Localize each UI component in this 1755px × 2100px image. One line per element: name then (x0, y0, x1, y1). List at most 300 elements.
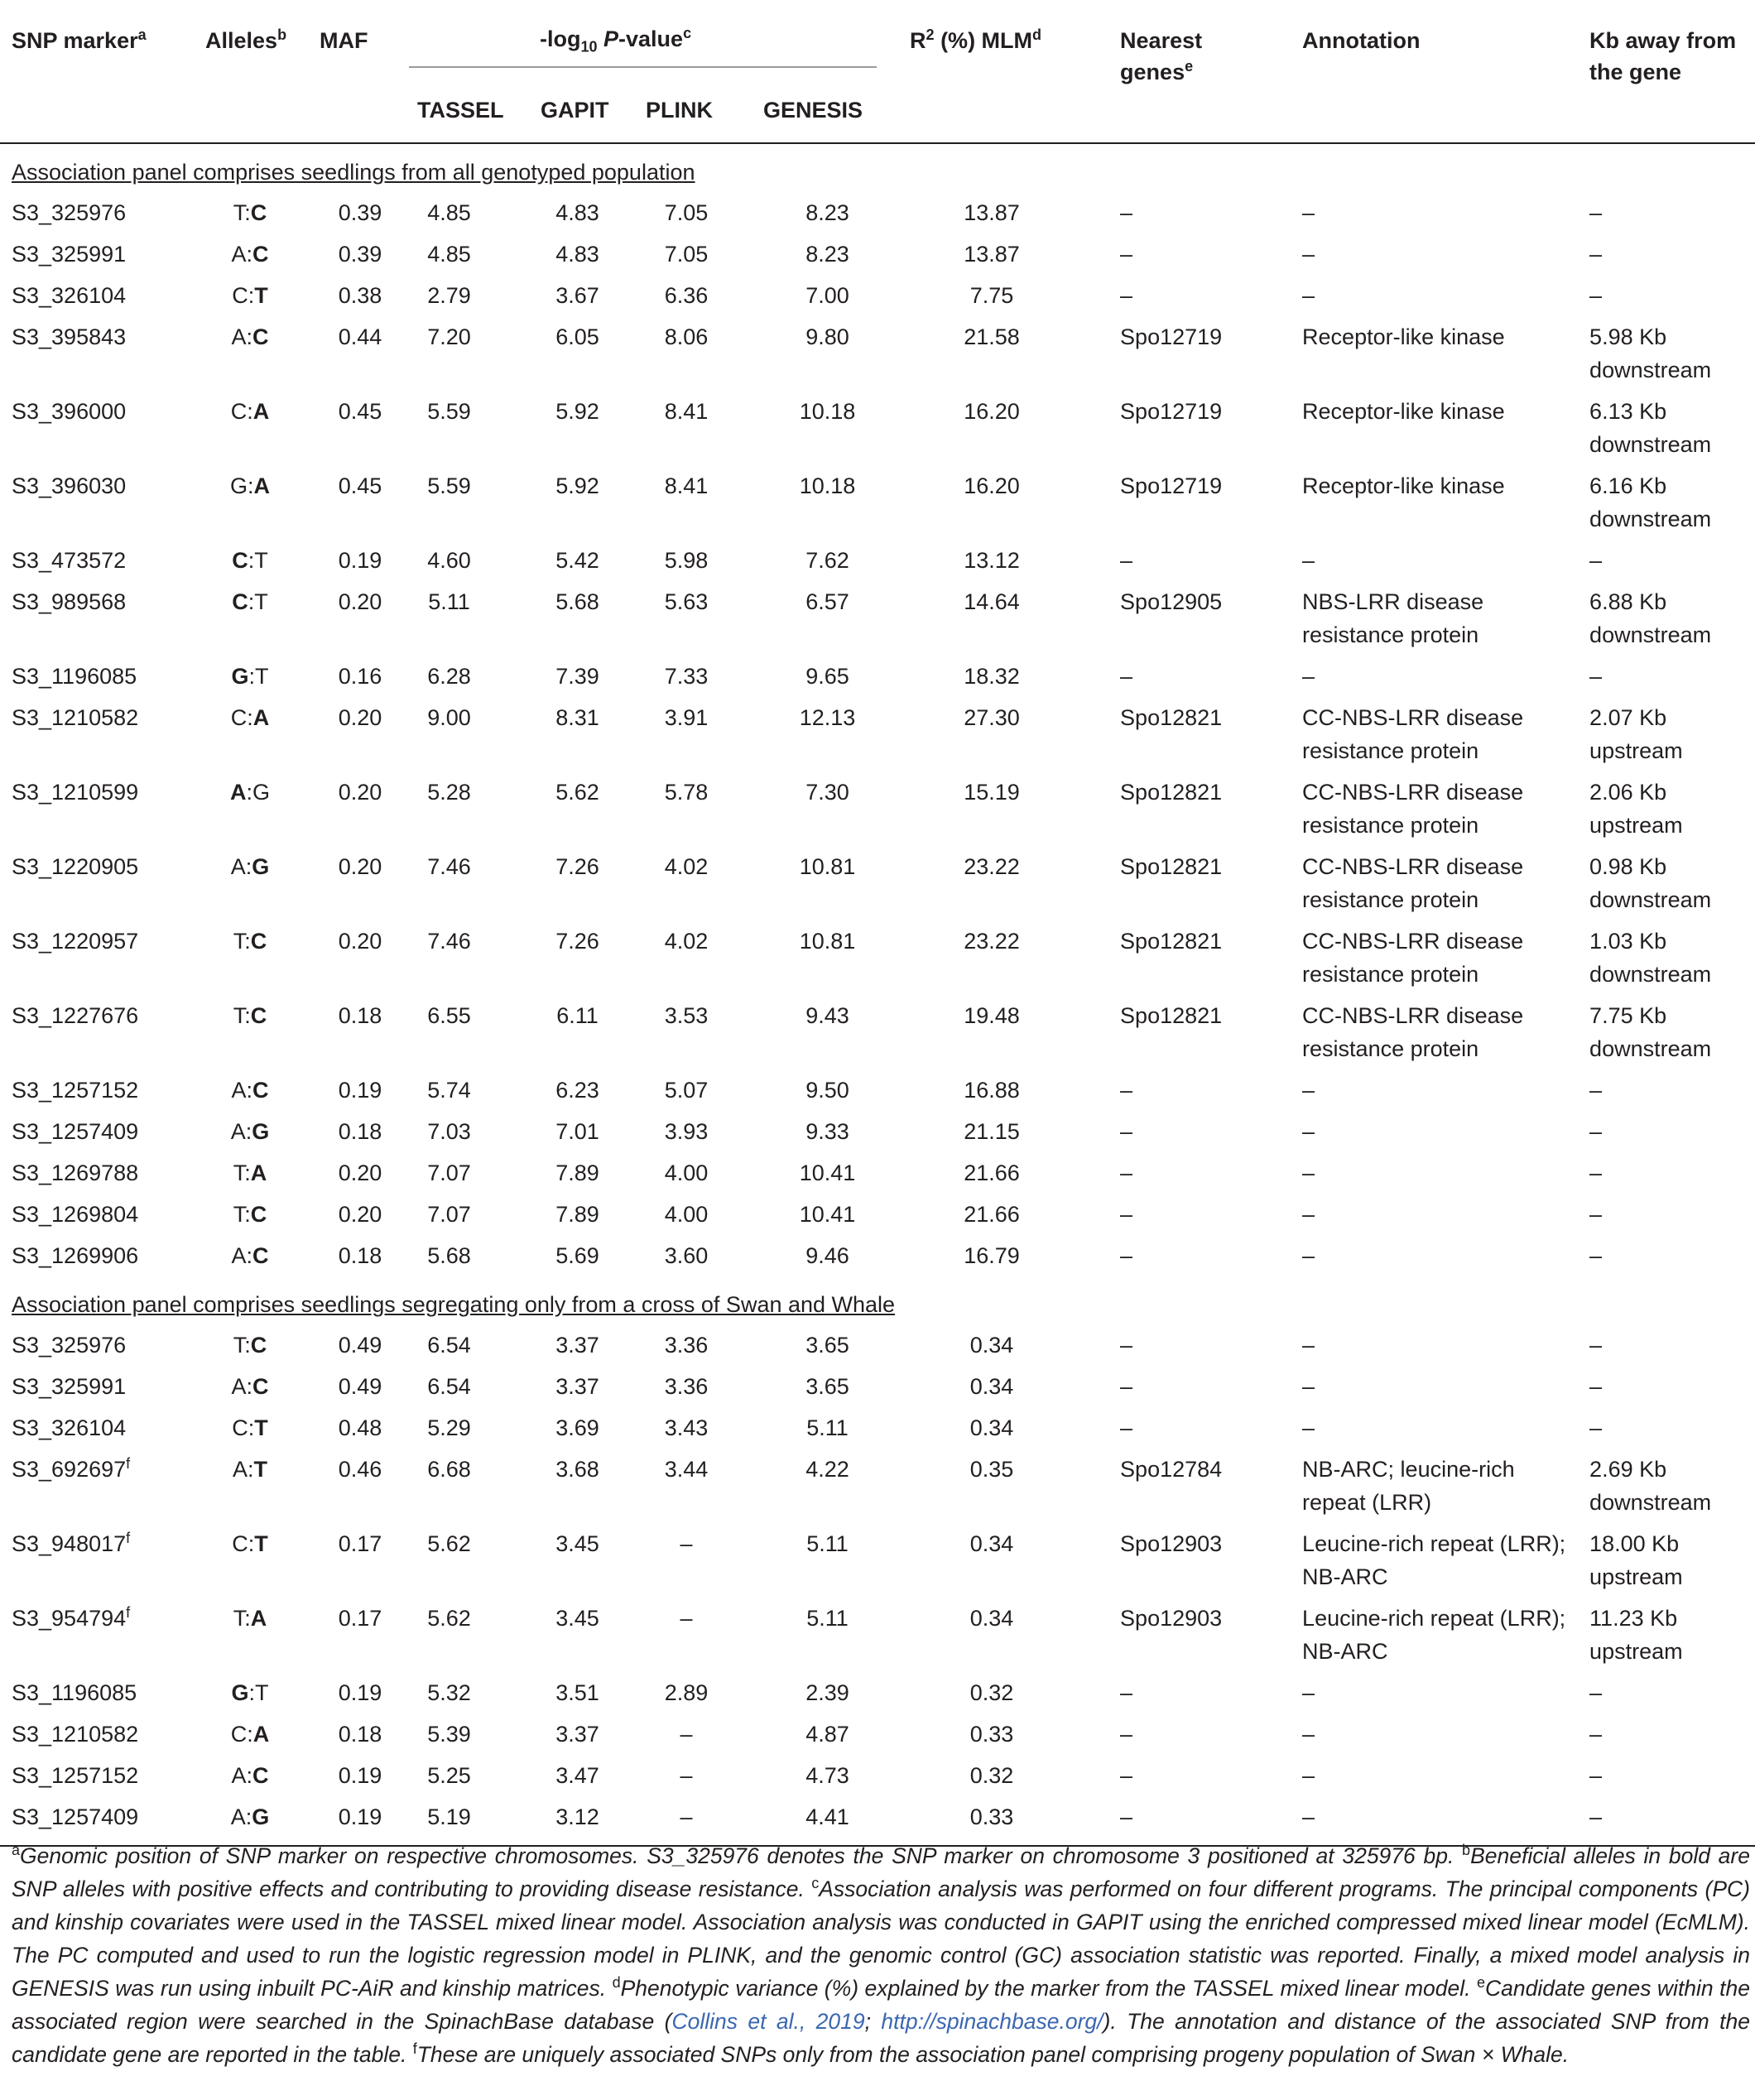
cell-maf: 0.45 (338, 399, 382, 424)
cell-plink: 3.43 (664, 1415, 709, 1440)
cell-gapit: 7.89 (555, 1161, 599, 1185)
cell-snp-marker (0, 995, 189, 1069)
cell-maf: 0.48 (338, 1415, 382, 1440)
cell-nearest-gene: Spo12784 (1120, 1457, 1223, 1482)
table-row (0, 656, 1755, 697)
header-snp-marker (0, 0, 189, 143)
cell-alleles (189, 1407, 311, 1449)
allele-2: C (250, 200, 267, 225)
allele-2: G (252, 854, 270, 879)
cell-gapit: 8.31 (555, 705, 599, 730)
allele-2: A (252, 705, 270, 730)
cell-r2: 0.34 (969, 1374, 1014, 1399)
cell-nearest-gene: – (1120, 1202, 1133, 1227)
cell-snp-marker (0, 1598, 189, 1672)
snp-marker-text: S3_325991 (12, 1374, 127, 1399)
cell-maf: 0.46 (338, 1457, 382, 1482)
cell-nearest-gene: Spo12821 (1120, 929, 1223, 954)
cell-genesis: 2.39 (805, 1680, 849, 1705)
cell-genesis: 9.50 (805, 1078, 849, 1103)
cell-plink: – (632, 1796, 750, 1846)
cell-tassel: 5.25 (427, 1763, 471, 1788)
allele-2: T (254, 548, 268, 573)
cell-tassel: 7.20 (427, 324, 471, 349)
allele-separator: : (244, 1333, 251, 1358)
cell-alleles (189, 1672, 311, 1713)
cell-annotation: – (1302, 1161, 1315, 1185)
cell-kb-away: 0.98 Kb downstream (1589, 854, 1712, 912)
cell-tassel: 6.55 (427, 1003, 471, 1028)
allele-2: T (254, 589, 268, 614)
cell-tassel: 5.32 (427, 1680, 471, 1705)
cell-snp-marker (0, 275, 189, 316)
allele-2: A (250, 1161, 267, 1185)
header-r2 (888, 0, 1087, 143)
cell-gapit: 5.69 (555, 1243, 599, 1268)
allele-1: T (233, 1606, 245, 1631)
cell-r2: 16.88 (964, 1078, 1020, 1103)
cell-maf: 0.20 (338, 1161, 382, 1185)
cell-annotation: – (1302, 1374, 1315, 1399)
cell-annotation: Receptor-like kinase (1302, 399, 1505, 424)
header-program-tassel: TASSEL (409, 78, 522, 143)
allele-2: T (254, 1415, 268, 1440)
allele-2: C (252, 1078, 269, 1103)
cell-tassel: 6.54 (427, 1374, 471, 1399)
cell-snp-marker (0, 1194, 189, 1235)
cell-alleles (189, 1796, 311, 1846)
header-alleles (189, 0, 311, 143)
header-nearest-genes-line2: genes (1120, 60, 1185, 84)
allele-2: A (250, 1606, 267, 1631)
allele-2: G (252, 1119, 270, 1144)
header-pvalue-italic: P (603, 26, 619, 51)
allele-separator: : (244, 929, 251, 954)
table-row (0, 1449, 1755, 1523)
header-snp-marker-sup: a (137, 26, 147, 43)
cell-gapit: 3.37 (555, 1374, 599, 1399)
cell-genesis: 10.18 (799, 473, 856, 498)
cell-nearest-gene: – (1120, 1374, 1133, 1399)
cell-genesis: 7.00 (805, 283, 849, 308)
header-pvalue-rule (409, 66, 877, 68)
cell-r2: 19.48 (964, 1003, 1020, 1028)
cell-plink: 6.36 (664, 283, 709, 308)
allele-1: C (232, 1531, 248, 1556)
allele-1: C (232, 1415, 248, 1440)
allele-1: T (233, 1202, 245, 1227)
cell-genesis: 6.57 (805, 589, 849, 614)
cell-genesis: 3.65 (805, 1333, 849, 1358)
cell-nearest-gene: – (1120, 664, 1133, 689)
cell-r2: 16.79 (964, 1243, 1020, 1268)
footnote-a-text: Genomic position of SNP marker on respective chromosomes. S3_325976 denotes the SNP marker on chromosome 3 positioned at 325976 bp. (20, 1843, 1454, 1868)
cell-gapit: 5.92 (555, 473, 599, 498)
allele-1: A (231, 1763, 247, 1788)
snp-marker-text: S3_948017 (12, 1531, 127, 1556)
cell-nearest-gene: Spo12821 (1120, 705, 1223, 730)
cell-annotation: CC-NBS-LRR disease resistance protein (1302, 929, 1524, 987)
cell-alleles (189, 1194, 311, 1235)
cell-kb-away: 6.88 Kb downstream (1589, 589, 1712, 647)
allele-2: C (250, 929, 267, 954)
table-row (0, 1111, 1755, 1152)
allele-1: C (232, 548, 248, 573)
cell-snp-marker (0, 1069, 189, 1111)
snp-marker-text: S3_1210582 (12, 1722, 139, 1747)
allele-1: G (229, 473, 248, 498)
cell-snp-marker (0, 1111, 189, 1152)
cell-genesis: 4.41 (750, 1796, 888, 1846)
cell-tassel: 5.11 (428, 589, 470, 614)
table-row (0, 233, 1755, 275)
cell-maf: 0.19 (338, 1078, 382, 1103)
cell-plink: 5.98 (664, 548, 709, 573)
header-r2-sup2: d (1032, 26, 1042, 43)
allele-2: C (252, 242, 269, 267)
cell-snp-marker (0, 1235, 189, 1276)
cell-kb-away: – (1589, 1202, 1603, 1227)
cell-annotation: NBS-LRR disease resistance protein (1302, 589, 1484, 647)
cell-nearest-gene: – (1120, 1415, 1133, 1440)
table-row (0, 1796, 1755, 1846)
cell-alleles (189, 656, 311, 697)
table-row (0, 391, 1755, 465)
cell-gapit: 5.62 (555, 780, 599, 805)
cell-kb-away: 6.13 Kb downstream (1589, 399, 1712, 457)
allele-2: A (252, 1722, 270, 1747)
cell-kb-away: – (1589, 1078, 1603, 1103)
cell-r2: 13.87 (964, 242, 1020, 267)
cell-gapit: 3.12 (522, 1796, 632, 1846)
cell-plink: 3.60 (664, 1243, 709, 1268)
allele-separator: : (248, 1457, 254, 1482)
table-row (0, 465, 1755, 540)
cell-plink: – (680, 1763, 693, 1788)
cell-kb-away: – (1589, 1680, 1603, 1705)
table-body (0, 143, 1755, 1846)
allele-1: G (231, 1680, 249, 1705)
cell-kb-away: 2.69 Kb downstream (1589, 1457, 1712, 1515)
cell-gapit: 6.23 (555, 1078, 599, 1103)
cell-gapit: 7.39 (555, 664, 599, 689)
header-snp-marker-text: SNP marker (12, 28, 138, 53)
cell-kb-away: 6.16 Kb downstream (1589, 473, 1712, 531)
header-kb-away-line1: Kb away from (1589, 28, 1737, 53)
cell-tassel: 5.74 (427, 1078, 471, 1103)
cell-plink: 8.06 (664, 324, 709, 349)
cell-alleles (189, 846, 311, 920)
allele-separator: : (244, 200, 251, 225)
cell-tassel: 5.19 (409, 1796, 522, 1846)
header-alleles-text: Alleles (205, 28, 278, 53)
snp-marker-text: S3_1257409 (12, 1804, 139, 1829)
cell-kb-away: – (1589, 1374, 1603, 1399)
allele-2: T (255, 1680, 269, 1705)
cell-gapit: 6.05 (555, 324, 599, 349)
snp-marker-text: S3_1257152 (12, 1078, 139, 1103)
table-row (0, 771, 1755, 846)
cell-alleles (189, 1755, 311, 1796)
cell-gapit: 3.37 (555, 1722, 599, 1747)
cell-maf: 0.19 (311, 1796, 409, 1846)
cell-plink: 8.41 (664, 399, 709, 424)
cell-kb-away: – (1589, 242, 1603, 267)
cell-genesis: 5.11 (806, 1415, 849, 1440)
cell-genesis: 4.73 (805, 1763, 849, 1788)
cell-annotation: – (1302, 1680, 1315, 1705)
table-row (0, 540, 1755, 581)
footnote-spinachbase-link[interactable]: http://spinachbase.org/ (881, 2009, 1103, 2034)
allele-1: G (231, 664, 249, 689)
cell-alleles (189, 581, 311, 656)
cell-annotation: – (1302, 1202, 1315, 1227)
cell-plink: – (680, 1531, 693, 1556)
cell-kb-away: – (1589, 1333, 1603, 1358)
cell-r2: 0.32 (969, 1680, 1014, 1705)
header-pvalue-sub: 10 (580, 38, 598, 55)
cell-genesis: 7.30 (805, 780, 849, 805)
allele-separator: : (246, 1374, 253, 1399)
cell-maf: 0.19 (338, 548, 382, 573)
cell-alleles (189, 540, 311, 581)
allele-separator: : (246, 780, 252, 805)
cell-plink: 5.07 (664, 1078, 709, 1103)
cell-snp-marker (0, 1324, 189, 1366)
cell-maf: 0.17 (338, 1531, 382, 1556)
header-alleles-sup: b (277, 26, 287, 43)
cell-maf: 0.20 (338, 1202, 382, 1227)
allele-2: C (250, 1333, 267, 1358)
snp-marker-text: S3_326104 (12, 283, 127, 308)
cell-alleles (189, 1235, 311, 1276)
cell-snp-marker (0, 233, 189, 275)
allele-separator: : (247, 705, 253, 730)
allele-1: C (230, 399, 248, 424)
cell-plink: 4.00 (664, 1202, 709, 1227)
cell-maf: 0.18 (338, 1003, 382, 1028)
header-pvalue-title (409, 23, 888, 66)
cell-nearest-gene: – (1120, 242, 1133, 267)
cell-nearest-gene: – (1120, 1078, 1133, 1103)
snp-marker-text: S3_1196085 (12, 1680, 137, 1705)
allele-separator: : (248, 473, 254, 498)
cell-tassel: 2.79 (427, 283, 471, 308)
table-row (0, 1069, 1755, 1111)
cell-maf: 0.45 (338, 473, 382, 498)
table-row (0, 1755, 1755, 1796)
table-row (0, 1407, 1755, 1449)
allele-1: A (229, 780, 247, 805)
cell-kb-away: 11.23 Kb upstream (1589, 1606, 1683, 1664)
cell-gapit: 5.42 (555, 548, 599, 573)
cell-r2: 7.75 (969, 283, 1014, 308)
cell-r2: 15.19 (964, 780, 1020, 805)
section-title: Association panel comprises seedlings segregating only from a cross of Swan and Whale (12, 1292, 896, 1317)
cell-alleles (189, 920, 311, 995)
allele-2: C (250, 1202, 267, 1227)
cell-kb-away: – (1589, 1243, 1603, 1268)
cell-snp-marker (0, 1672, 189, 1713)
cell-snp-marker (0, 1407, 189, 1449)
cell-plink: 3.44 (664, 1457, 709, 1482)
cell-r2: 13.87 (964, 200, 1020, 225)
cell-nearest-gene: Spo12905 (1120, 589, 1223, 614)
cell-gapit: 4.83 (555, 200, 599, 225)
cell-annotation: – (1287, 1796, 1581, 1846)
cell-maf: 0.44 (338, 324, 382, 349)
allele-1: C (232, 589, 248, 614)
cell-alleles (189, 275, 311, 316)
cell-gapit: 3.68 (555, 1457, 599, 1482)
cell-genesis: 4.22 (805, 1457, 849, 1482)
cell-tassel: 6.68 (427, 1457, 471, 1482)
allele-separator: : (248, 1680, 256, 1705)
cell-alleles (189, 233, 311, 275)
cell-annotation: – (1302, 548, 1315, 573)
cell-nearest-gene: Spo12821 (1120, 854, 1223, 879)
cell-tassel: 5.62 (427, 1606, 471, 1631)
cell-r2: 21.15 (964, 1119, 1020, 1144)
cell-genesis: 9.46 (805, 1243, 849, 1268)
cell-kb-away: – (1589, 1119, 1603, 1144)
cell-maf: 0.39 (338, 200, 382, 225)
cell-r2: 18.32 (964, 664, 1020, 689)
cell-alleles (189, 697, 311, 771)
allele-separator: : (248, 283, 255, 308)
allele-2: G (252, 1804, 270, 1829)
cell-alleles (189, 192, 311, 233)
header-pvalue-prefix: -log (539, 26, 581, 51)
snp-marker-text: S3_396000 (12, 399, 127, 424)
cell-r2: 16.20 (964, 399, 1020, 424)
snp-marker-text: S3_325976 (12, 1333, 127, 1358)
allele-separator: : (246, 1243, 253, 1268)
snp-marker-text: S3_1227676 (12, 1003, 139, 1028)
table-row (0, 275, 1755, 316)
snp-marker-text: S3_326104 (12, 1415, 127, 1440)
cell-snp-marker (0, 1796, 189, 1846)
cell-r2: 21.66 (964, 1202, 1020, 1227)
footnote-f-text: These are uniquely associated SNPs only from the association panel comprising progeny population of Swan × Whale. (416, 2042, 1570, 2067)
cell-genesis: 8.23 (805, 200, 849, 225)
snp-marker-text: S3_473572 (12, 548, 127, 573)
footnote-d-text: Phenotypic variance (%) explained by the marker from the TASSEL mixed linear model. (620, 1976, 1471, 2001)
cell-plink: 4.00 (664, 1161, 709, 1185)
cell-annotation: CC-NBS-LRR disease resistance protein (1302, 780, 1524, 838)
allele-1: T (233, 200, 245, 225)
cell-gapit: 3.51 (555, 1680, 599, 1705)
header-nearest-genes (1087, 0, 1287, 143)
cell-snp-marker (0, 465, 189, 540)
allele-1: A (230, 854, 246, 879)
allele-1: A (230, 1804, 246, 1829)
cell-gapit: 3.67 (555, 283, 599, 308)
header-annotation: Annotation (1287, 0, 1581, 143)
cell-tassel: 4.85 (427, 200, 471, 225)
allele-separator: : (244, 1161, 251, 1185)
cell-gapit: 7.26 (555, 854, 599, 879)
cell-snp-marker (0, 920, 189, 995)
cell-nearest-gene: – (1120, 1763, 1133, 1788)
cell-annotation: – (1302, 1415, 1315, 1440)
footnote-e-separator: ; (864, 2009, 882, 2034)
cell-gapit: 5.92 (555, 399, 599, 424)
snp-marker-text: S3_395843 (12, 324, 127, 349)
allele-1: A (232, 1457, 248, 1482)
table-row (0, 697, 1755, 771)
cell-snp-marker (0, 581, 189, 656)
cell-tassel: 4.85 (427, 242, 471, 267)
cell-maf: 0.39 (338, 242, 382, 267)
footnote-c-mark: c (811, 1875, 820, 1892)
cell-tassel: 6.54 (427, 1333, 471, 1358)
allele-2: C (250, 1003, 267, 1028)
table-row (0, 1324, 1755, 1366)
header-kb-away (1581, 0, 1755, 143)
cell-r2: 13.12 (964, 548, 1020, 573)
footnote-citation-link[interactable]: Collins et al., 2019 (671, 2009, 865, 2034)
header-pvalue-group (409, 0, 888, 78)
snp-marker-text: S3_1257152 (12, 1763, 139, 1788)
table-footnotes (12, 1839, 1750, 2071)
cell-annotation: CC-NBS-LRR disease resistance protein (1302, 1003, 1524, 1061)
table-row (0, 1523, 1755, 1598)
cell-alleles (189, 465, 311, 540)
cell-gapit: 3.45 (555, 1606, 599, 1631)
cell-r2: 0.32 (969, 1763, 1014, 1788)
cell-genesis: 5.11 (806, 1606, 849, 1631)
cell-snp-marker (0, 697, 189, 771)
cell-alleles (189, 1523, 311, 1598)
cell-gapit: 5.68 (555, 589, 599, 614)
header-r2-suffix: (%) MLM (934, 28, 1033, 53)
cell-nearest-gene: – (1120, 283, 1133, 308)
snp-marker-text: S3_989568 (12, 589, 127, 614)
snp-marker-text: S3_325991 (12, 242, 127, 267)
cell-kb-away: – (1581, 1796, 1755, 1846)
cell-nearest-gene: Spo12903 (1120, 1606, 1223, 1631)
cell-plink: 4.02 (664, 854, 709, 879)
header-r2-sup: 2 (926, 26, 935, 43)
cell-alleles (189, 1324, 311, 1366)
cell-tassel: 5.62 (427, 1531, 471, 1556)
cell-snp-marker (0, 771, 189, 846)
footnote-b-text: Beneficial alleles in bold are SNP alleles with positive effects and contributing to providing disease resistance. (12, 1843, 1750, 1901)
snp-marker-text: S3_1269804 (12, 1202, 139, 1227)
cell-nearest-gene: Spo12903 (1120, 1531, 1223, 1556)
cell-tassel: 7.46 (427, 854, 471, 879)
cell-snp-marker (0, 656, 189, 697)
cell-plink: 3.36 (664, 1374, 709, 1399)
allele-2: G (252, 780, 271, 805)
footnote-e-mark: e (1476, 1974, 1485, 1992)
allele-separator: : (248, 548, 255, 573)
cell-alleles (189, 316, 311, 391)
cell-kb-away: 7.75 Kb downstream (1589, 1003, 1712, 1061)
cell-kb-away: 2.06 Kb upstream (1589, 780, 1683, 838)
cell-genesis: 10.41 (799, 1202, 856, 1227)
cell-tassel: 7.07 (427, 1202, 471, 1227)
footnote-b-mark: b (1462, 1842, 1471, 1859)
allele-1: T (233, 1003, 245, 1028)
footnote-c-text: Association analysis was performed on four different programs. The principal components (PC) and kinship covariates were used in the TASSEL mixed linear model. Association analysis was conducted in GAPIT using the enriched compressed mixed linear model (EcMLM). The PC computed and used to run the logistic regression model in PLINK, and the genomic control (GC) association statistic was reported. Finally, a mixed model analysis in GENESIS was run using inbuilt PC-AiR and kinship matrices. (12, 1877, 1750, 2001)
cell-snp-marker (0, 1523, 189, 1598)
cell-annotation: NB-ARC; leucine-rich repeat (LRR) (1302, 1457, 1515, 1515)
footnote-f-mark: f (412, 2040, 417, 2058)
allele-1: A (231, 1243, 247, 1268)
snp-marker-sup: f (126, 1455, 131, 1472)
